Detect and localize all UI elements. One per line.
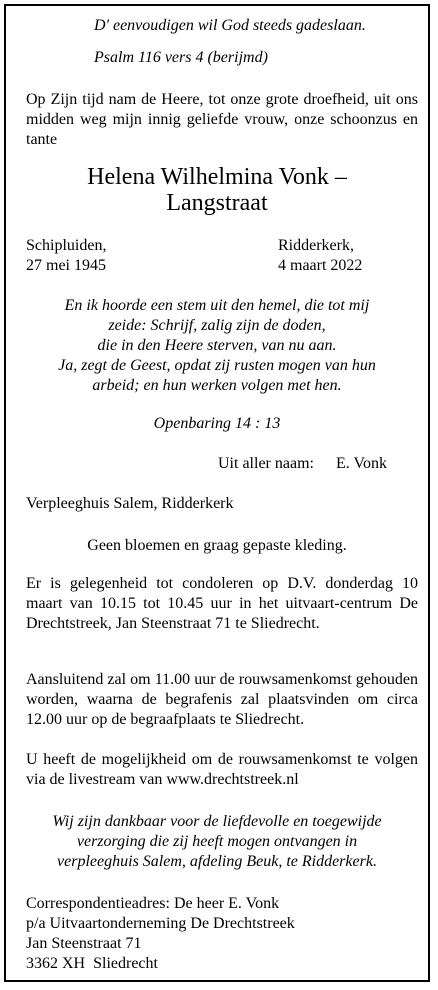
correspondence-line: p/a Uitvaartonderneming De Drechtstreek (26, 915, 295, 932)
signature-name: E. Vonk (336, 455, 387, 472)
service-text: Aansluitend zal om 11.00 uur de rouwsamenkomst gehouden worden, waarna de begrafenis zal plaatsvinden om circa 12.00 uur op de begraafplaats te Sliedrecht. (26, 671, 418, 728)
birth-place: Schipluiden, (26, 237, 107, 254)
flowers-note: Geen bloemen en graag gepaste kleding. (87, 537, 347, 554)
condolence-text: Er is gelegenheid tot condoleren op D.V. donderdag 10 maart van 10.15 tot 10.45 uur in het uitvaart-centrum De Drechtstreek, Jan Steenstraat 71 te Sliedrecht. (26, 575, 418, 632)
verse-line: zeide: Schrijf, zalig zijn de doden, (108, 317, 326, 334)
verse-line: Ja, zegt de Geest, opdat zij rusten mogen van hun (58, 357, 376, 374)
intro-text: Op Zijn tijd nam de Heere, tot onze grote droefheid, uit ons midden weg mijn innig geliefde vrouw, onze schoonzus en tante (26, 91, 418, 148)
thanks-line: verpleeghuis Salem, afdeling Beuk, te Ridderkerk. (57, 853, 377, 870)
correspondence-line: 3362 XH Sliedrecht (26, 955, 158, 972)
deceased-name-line2: Langstraat (166, 190, 268, 216)
care-home-location: Verpleeghuis Salem, Ridderkerk (26, 495, 234, 512)
birth-date: 27 mei 1945 (26, 257, 106, 274)
verse-line: die in den Heere sterven, van nu aan. (97, 337, 337, 354)
deceased-name-line1: Helena Wilhelmina Vonk – (87, 164, 347, 190)
thanks-line: Wij zijn dankbaar voor de liefdevolle en toegewijde (52, 813, 382, 830)
verse-line: En ik hoorde een stem uit den hemel, die tot mij (64, 297, 370, 314)
header-quote: D' eenvoudigen wil God steeds gadeslaan. (94, 17, 366, 34)
death-notice (4, 4, 430, 982)
death-date: 4 maart 2022 (278, 257, 363, 274)
header-reference: Psalm 116 vers 4 (berijmd) (94, 49, 268, 66)
livestream-text: U heeft de mogelijkheid om de rouwsamenkomst te volgen via de livestream van www.drechtstreek.nl (26, 751, 418, 788)
correspondence-line: Jan Steenstraat 71 (26, 935, 142, 952)
correspondence-line: Correspondentieadres: De heer E. Vonk (26, 895, 280, 912)
thanks-line: verzorging die zij heeft mogen ontvangen in (76, 833, 358, 850)
verse-line: arbeid; en hun werken volgen met hen. (92, 377, 342, 394)
signature-label: Uit aller naam: (218, 455, 314, 472)
verse-reference: Openbaring 14 : 13 (153, 415, 281, 432)
death-place: Ridderkerk, (278, 237, 354, 254)
